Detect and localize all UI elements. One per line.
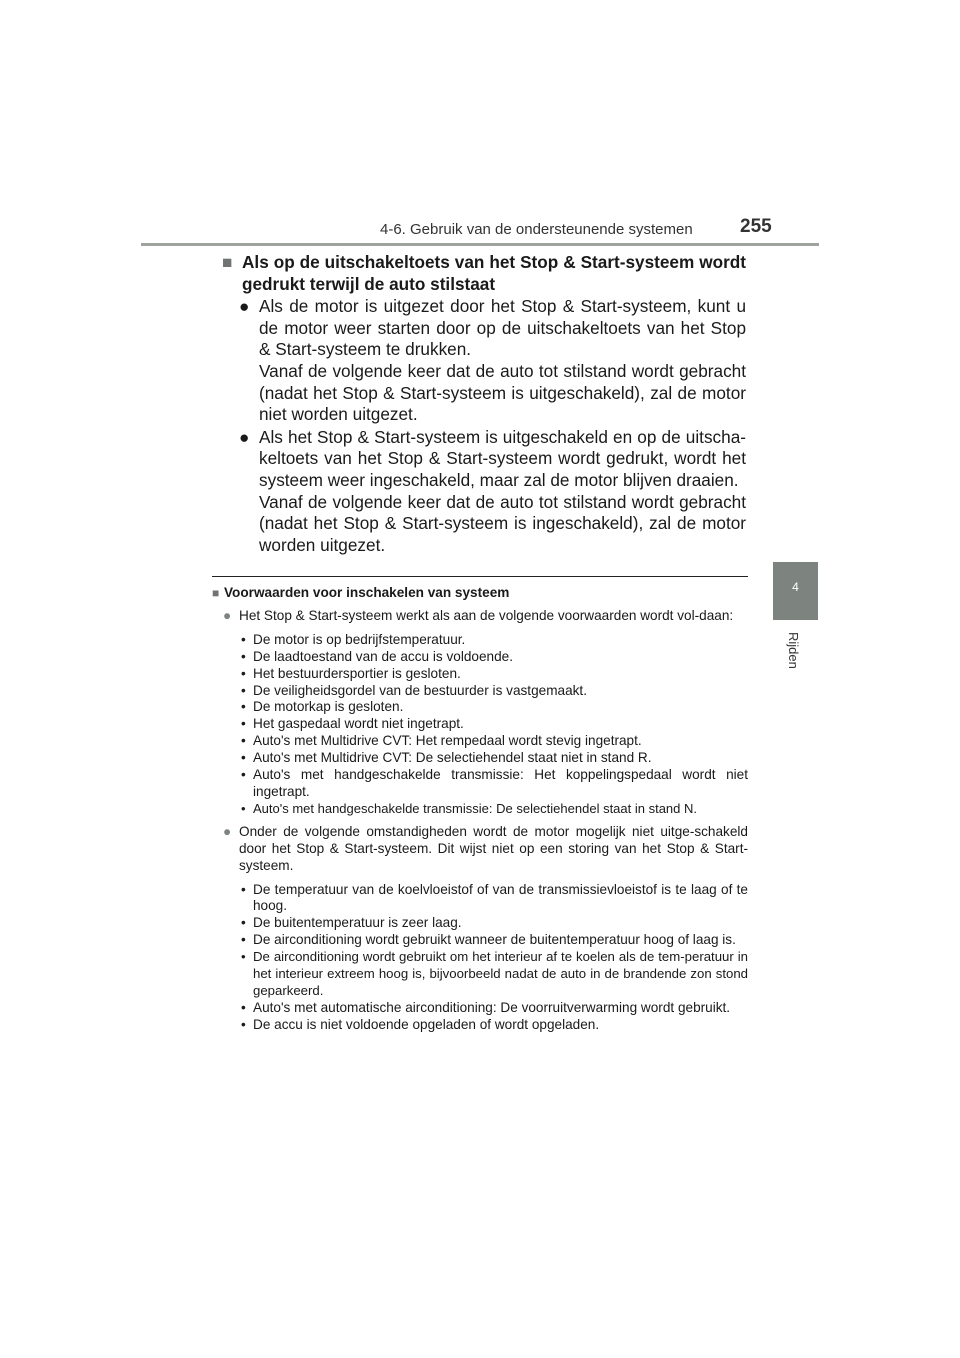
chapter-tab[interactable] [773, 562, 818, 620]
list-item-text: Auto's met Multidrive CVT: Het rempedaal wordt stevig ingetrapt. [253, 733, 642, 749]
bullet-icon: • [241, 932, 246, 948]
list-item-text: De laadtoestand van de accu is voldoende. [253, 648, 513, 664]
list-item [212, 801, 748, 818]
main-section [222, 252, 746, 556]
bullet-list [212, 632, 748, 818]
list-item [222, 427, 746, 557]
list-item-text: De airconditioning wordt gebruikt wanneer de buitentemperatuur hoog of laag is. [253, 932, 736, 948]
list-item [212, 649, 748, 666]
list-item [212, 915, 748, 932]
list-item-text: Auto's met handgeschakelde transmissie: De selectiehendel staat in stand N. [253, 800, 698, 816]
list-item-text: De airconditioning wordt gebruikt om het interieur af te koelen als de tem-peratuur in het interieur extreem hoog is, bijvoorbeeld nadat de auto in de brandende zon stond geparkeerd. [253, 949, 748, 998]
bullet-icon: • [241, 915, 246, 931]
list-item [212, 716, 748, 733]
list-item-text: Het gaspedaal wordt niet ingetrapt. [253, 716, 464, 732]
bullet-icon: • [241, 999, 246, 1015]
bullet-icon: • [241, 750, 246, 766]
list-item [212, 949, 748, 1000]
bullet-icon: • [241, 682, 246, 698]
list-item [212, 932, 748, 949]
notes-section [212, 585, 748, 1034]
list-item [222, 296, 746, 426]
bullet-icon: • [241, 733, 246, 749]
round-bullet-icon: ● [239, 426, 250, 447]
bullet-icon: • [241, 1016, 246, 1032]
list-item-text: De motorkap is gesloten. [253, 699, 404, 715]
bullet-icon: • [241, 767, 246, 783]
bullet-icon: • [241, 648, 246, 664]
round-bullet-icon: ● [239, 296, 250, 317]
list-item-text: De motor is op bedrijfstemperatuur. [253, 631, 466, 647]
list-item [212, 767, 748, 801]
list-item [212, 699, 748, 716]
round-bullet-icon: ● [223, 607, 232, 623]
list-item-text: Auto's met automatische airconditioning: De voorruitverwarming wordt gebruikt. [253, 999, 731, 1015]
notes-heading [212, 585, 748, 602]
note-text: Onder de volgende omstandigheden wordt de motor mogelijk niet uitge-schakeld door het Stop & Start-systeem. Dit wijst niet op een storing van het Stop & Start-systeem. [239, 823, 748, 873]
bullet-icon: • [241, 631, 246, 647]
chapter-number: 4 [792, 580, 799, 594]
notes-heading-text: Voorwaarden voor inschakelen van systeem [224, 585, 510, 600]
round-bullet-icon: ● [223, 823, 232, 839]
square-bullet-icon: ■ [222, 252, 233, 272]
note-item [212, 824, 748, 875]
list-item-text: Auto's met Multidrive CVT: De selectiehendel staat niet in stand R. [253, 750, 652, 766]
list-item [212, 750, 748, 767]
list-item-text: De accu is niet voldoende opgeladen of wordt opgeladen. [253, 1016, 600, 1032]
list-item-text: De buitentemperatuur is zeer laag. [253, 915, 462, 931]
section-heading [222, 252, 746, 295]
list-item [212, 1000, 748, 1017]
list-item [212, 1017, 748, 1034]
chapter-label: Rijden [786, 632, 801, 669]
section-heading-text: Als op de uitschakeltoets van het Stop & Start-systeem wordt gedrukt terwijl de auto stilstaat [242, 252, 746, 294]
paragraph: Vanaf de volgende keer dat de auto tot stilstand wordt gebracht (nadat het Stop & Start-systeem is ingeschakeld), zal de motor worden uitgezet. [259, 491, 746, 555]
bullet-icon: • [241, 716, 246, 732]
bullet-icon: • [241, 949, 246, 965]
list-item [212, 882, 748, 916]
list-item-text: Het bestuurdersportier is gesloten. [253, 665, 461, 681]
list-item [212, 733, 748, 750]
bullet-icon: • [241, 881, 246, 897]
header-divider [141, 243, 819, 246]
bullet-icon: • [241, 699, 246, 715]
list-item [212, 632, 748, 649]
bullet-icon: • [241, 665, 246, 681]
list-item [212, 683, 748, 700]
list-item [212, 666, 748, 683]
note-text: Het Stop & Start-systeem werkt als aan de volgende voorwaarden wordt vol-daan: [239, 607, 734, 623]
square-bullet-icon: ■ [212, 586, 220, 600]
list-item-text: De veiligheidsgordel van de bestuurder is vastgemaakt. [253, 682, 587, 698]
bullet-list [212, 882, 748, 1034]
note-item [212, 608, 748, 625]
bullet-icon: • [241, 800, 246, 816]
notes-divider [212, 576, 748, 577]
section-title: 4-6. Gebruik van de ondersteunende systemen [380, 221, 693, 238]
list-item-text: Auto's met handgeschakelde transmissie: Het koppelingspedaal wordt niet ingetrapt. [253, 767, 748, 799]
paragraph: Vanaf de volgende keer dat de auto tot stilstand wordt gebracht (nadat het Stop & Start-systeem is uitgeschakeld), zal de motor niet worden uitgezet. [259, 360, 746, 425]
page-number: 255 [740, 216, 772, 237]
list-item-text: De temperatuur van de koelvloeistof of van de transmissievloeistof is te laag of te hoog. [253, 881, 748, 914]
paragraph: Als de motor is uitgezet door het Stop & Start-systeem, kunt u de motor weer starten door op de uitschakeltoets van het Stop & Start-systeem te drukken. [259, 296, 746, 360]
paragraph: Als het Stop & Start-systeem is uitgeschakeld en op de uitscha-keltoets van het Stop & Start-systeem wordt gedrukt, wordt het systeem weer ingeschakeld, maar zal de motor blijven draaien. [259, 426, 746, 490]
